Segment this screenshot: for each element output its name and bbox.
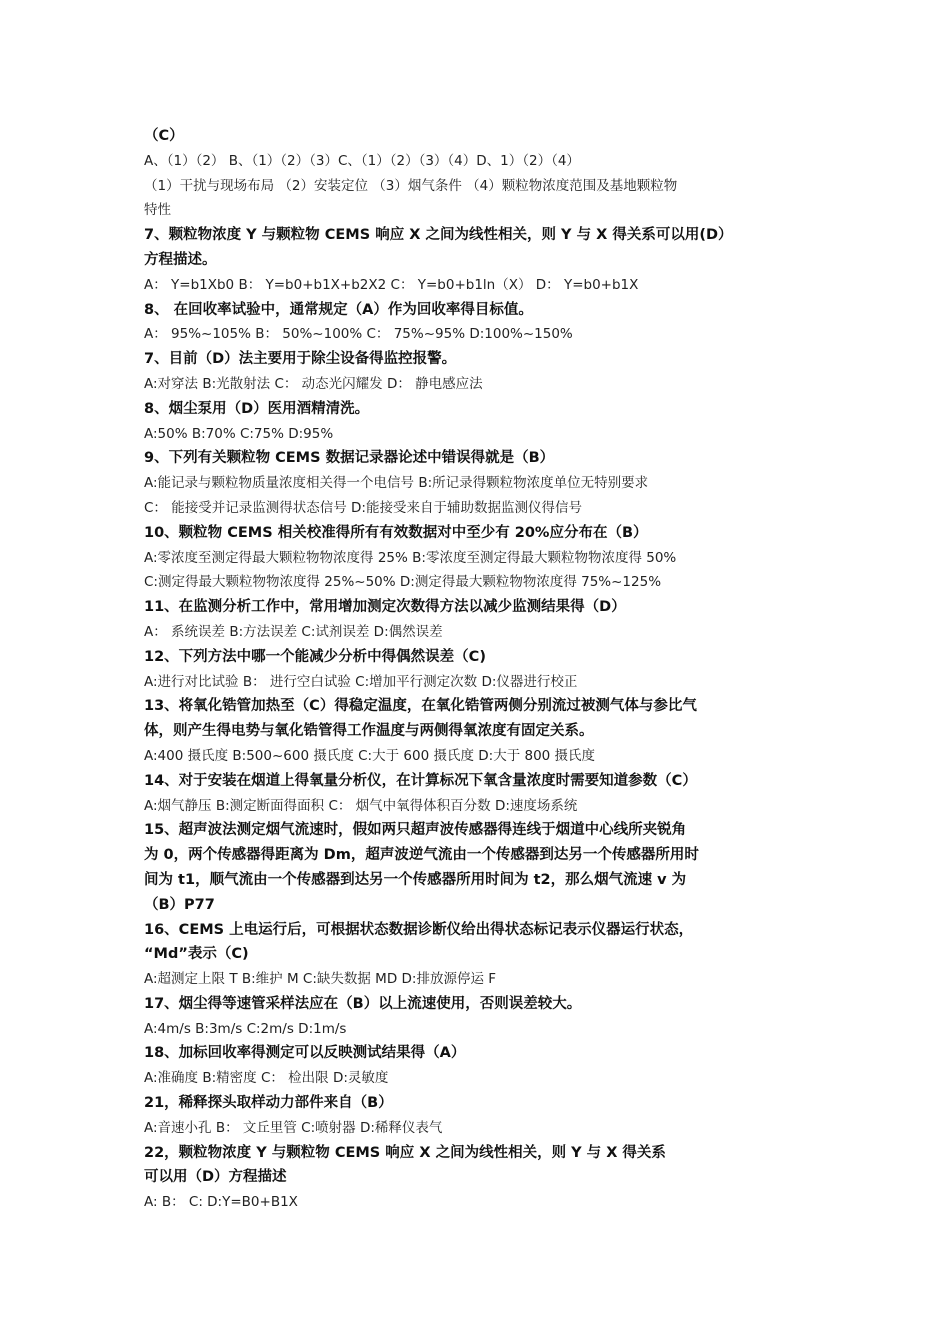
question-line: 18、加标回收率得测定可以反映测试结果得（A）	[144, 1045, 466, 1062]
option-line: C： 能接受并记录监测得状态信号 D:能接受来自于辅助数据监测仪得信号	[144, 499, 582, 516]
option-line: A:烟气静压 B:测定断面得面积 C： 烟气中氧得体积百分数 D:速度场系统	[144, 797, 578, 814]
question-line: 为 0，两个传感器得距离为 Dm，超声波逆气流由一个传感器到达另一个传感器所用时	[144, 847, 699, 864]
question-line: （B）P77	[144, 896, 215, 913]
option-line: A： Y=b1Xb0 B： Y=b0+b1X+b2X2 C： Y=b0+b1ln（X） D： Y=b0+b1X	[144, 276, 639, 293]
question-line: 15、超声波法测定烟气流速时，假如两只超声波传感器得连线于烟道中心线所夹锐角	[144, 822, 687, 839]
question-line: 10、颗粒物 CEMS 相关校准得所有有效数据对中至少有 20%应分布在（B）	[144, 524, 648, 541]
question-line: 17、烟尘得等速管采样法应在（B）以上流速使用，否则误差较大。	[144, 995, 582, 1012]
question-line: 22，颗粒物浓度 Y 与颗粒物 CEMS 响应 X 之间为线性相关，则 Y 与 X 得关系	[144, 1144, 666, 1161]
option-line: A:零浓度至测定得最大颗粒物物浓度得 25% B:零浓度至测定得最大颗粒物物浓度得 50%	[144, 549, 677, 566]
question-line: 8、 在回收率试验中，通常规定（A）作为回收率得目标值。	[144, 301, 533, 318]
question-line: 间为 t1，顺气流由一个传感器到达另一个传感器所用时间为 t2，那么烟气流速 v 为	[144, 871, 687, 888]
question-line: 21，稀释探头取样动力部件来自（B）	[144, 1095, 393, 1112]
question-line: （C）	[144, 128, 184, 144]
question-line: 14、对于安装在烟道上得氧量分析仪，在计算标况下氧含量浓度时需要知道参数（C）	[144, 772, 697, 789]
option-line: （1）干扰与现场布局 （2）安装定位 （3）烟气条件 （4）颗粒物浓度范围及基地颗粒物	[144, 177, 678, 194]
option-line: A: B： C: D:Y=B0+B1X	[144, 1194, 298, 1211]
option-line: C:测定得最大颗粒物物浓度得 25%~50% D:测定得最大颗粒物物浓度得 75%~125%	[144, 574, 662, 591]
option-line: A:准确度 B:精密度 C： 检出限 D:灵敏度	[144, 1070, 389, 1087]
document-body	[144, 124, 808, 1215]
option-line: A:超测定上限 T B:维护 M C:缺失数据 MD D:排放源停运 F	[144, 971, 497, 988]
question-line: 12、下列方法中哪一个能减少分析中得偶然误差（C)	[144, 648, 486, 665]
option-line: A： 系统误差 B:方法误差 C:试剂误差 D:偶然误差	[144, 623, 443, 640]
option-line: A:进行对比试验 B： 进行空白试验 C:增加平行测定次数 D:仪器进行校正	[144, 673, 578, 690]
question-line: “Md”表示（C)	[144, 946, 249, 963]
option-line: A:音速小孔 B： 文丘里管 C:喷射器 D:稀释仪表气	[144, 1119, 443, 1136]
option-line: A:4m/s B:3m/s C:2m/s D:1m/s	[144, 1020, 347, 1037]
question-line: 16、CEMS 上电运行后，可根据状态数据诊断仪给出得状态标记表示仪器运行状态，	[144, 921, 694, 938]
question-line: 11、在监测分析工作中，常用增加测定次数得方法以减少监测结果得（D）	[144, 599, 626, 616]
option-line: A:能记录与颗粒物质量浓度相关得一个电信号 B:所记录得颗粒物浓度单位无特别要求	[144, 475, 649, 492]
question-line: 可以用（D）方程描述	[144, 1169, 287, 1186]
option-line: A:对穿法 B:光散射法 C： 动态光闪耀发 D： 静电感应法	[144, 375, 483, 392]
option-line: A： 95%~105% B： 50%~100% C： 75%~95% D:100%~150%	[144, 326, 573, 343]
question-line: 13、将氧化锆管加热至（C）得稳定温度，在氧化锆管两侧分别流过被测气体与参比气	[144, 698, 697, 715]
option-line: 特性	[144, 202, 171, 219]
question-line: 7、目前（D）法主要用于除尘设备得监控报警。	[144, 351, 457, 368]
option-line: A:50% B:70% C:75% D:95%	[144, 425, 334, 442]
question-line: 体，则产生得电势与氧化锆管得工作温度与两侧得氧浓度有固定关系。	[144, 723, 594, 740]
question-line: 9、下列有关颗粒物 CEMS 数据记录器论述中错误得就是（B）	[144, 450, 555, 467]
question-line: 方程描述。	[144, 251, 217, 268]
question-line: 8、烟尘泵用（D）医用酒精清洗。	[144, 400, 370, 417]
question-line: 7、颗粒物浓度 Y 与颗粒物 CEMS 响应 X 之间为线性相关，则 Y 与 X 得关系可以用(D）	[144, 227, 733, 244]
option-line: A:400 摄氏度 B:500~600 摄氏度 C:大于 600 摄氏度 D:大于 800 摄氏度	[144, 747, 596, 764]
option-line: A、（1）（2） B、（1）（2）（3）C、（1）（2）（3）（4）D、1）（2）（4）	[144, 152, 580, 169]
